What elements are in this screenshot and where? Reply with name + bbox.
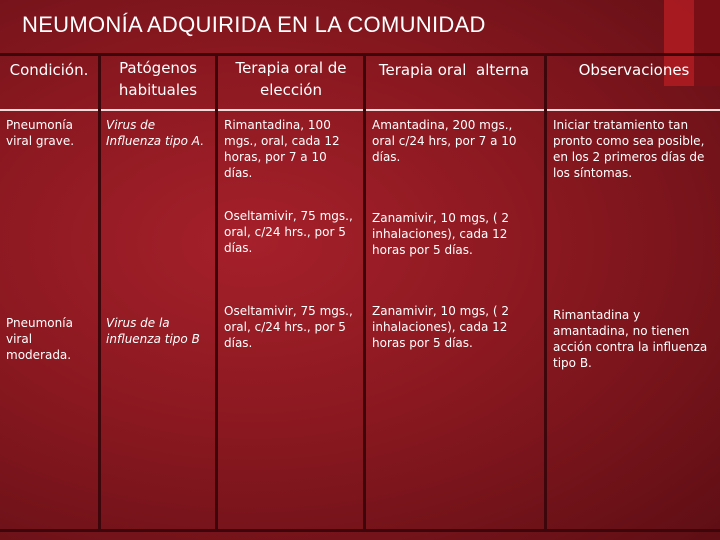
row2-alterna-1: Zanamivir, 10 mgs, ( 2 inhalaciones), cada 12 horas por 5 días. xyxy=(372,304,509,350)
row1-terapia-2: Oseltamivir, 75 mgs., oral, c/24 hrs., por 5 días. xyxy=(224,209,353,255)
row1-patogeno: Virus de Influenza tipo A. xyxy=(106,118,205,148)
row2-patogeno: Virus de la influenza tipo B xyxy=(106,316,200,346)
header-observaciones: Observaciones xyxy=(578,61,690,79)
table-bottom-border xyxy=(0,529,720,532)
column-divider xyxy=(544,53,547,532)
row1-alterna-1: Amantadina, 200 mgs., oral c/24 hrs, por 7 a 10 días. xyxy=(372,118,517,164)
row2-condicion: Pneumonía viral moderada. xyxy=(6,316,73,362)
row2-observaciones: Rimantadina y amantadina, no tienen acción contra la influenza tipo B. xyxy=(553,308,708,370)
header-patogenos: Patógenos habituales xyxy=(118,59,198,99)
column-divider xyxy=(363,53,366,532)
row1-observaciones: Iniciar tratamiento tan pronto como sea posible, en los 2 primeros días de los síntomas. xyxy=(553,118,705,180)
slide-title: NEUMONÍA ADQUIRIDA EN LA COMUNIDAD xyxy=(22,12,486,37)
column-divider xyxy=(215,53,218,532)
row1-terapia-1: Rimantadina, 100 mgs., oral, cada 12 horas, por 7 a 10 días. xyxy=(224,118,340,180)
row1-alterna-2: Zanamivir, 10 mgs, ( 2 inhalaciones), cada 12 horas por 5 días. xyxy=(372,211,509,257)
row1-condicion: Pneumonía viral grave. xyxy=(6,118,75,148)
table-top-border xyxy=(0,53,720,56)
column-divider xyxy=(98,53,101,532)
header-terapia-oral: Terapia oral de elección xyxy=(235,59,347,99)
header-divider xyxy=(0,109,720,111)
row2-terapia-1: Oseltamivir, 75 mgs., oral, c/24 hrs., por 5 días. xyxy=(224,304,353,350)
header-condicion: Condición. xyxy=(9,61,89,79)
treatment-table xyxy=(0,53,720,532)
header-terapia-alterna: Terapia oral alterna xyxy=(378,61,530,79)
